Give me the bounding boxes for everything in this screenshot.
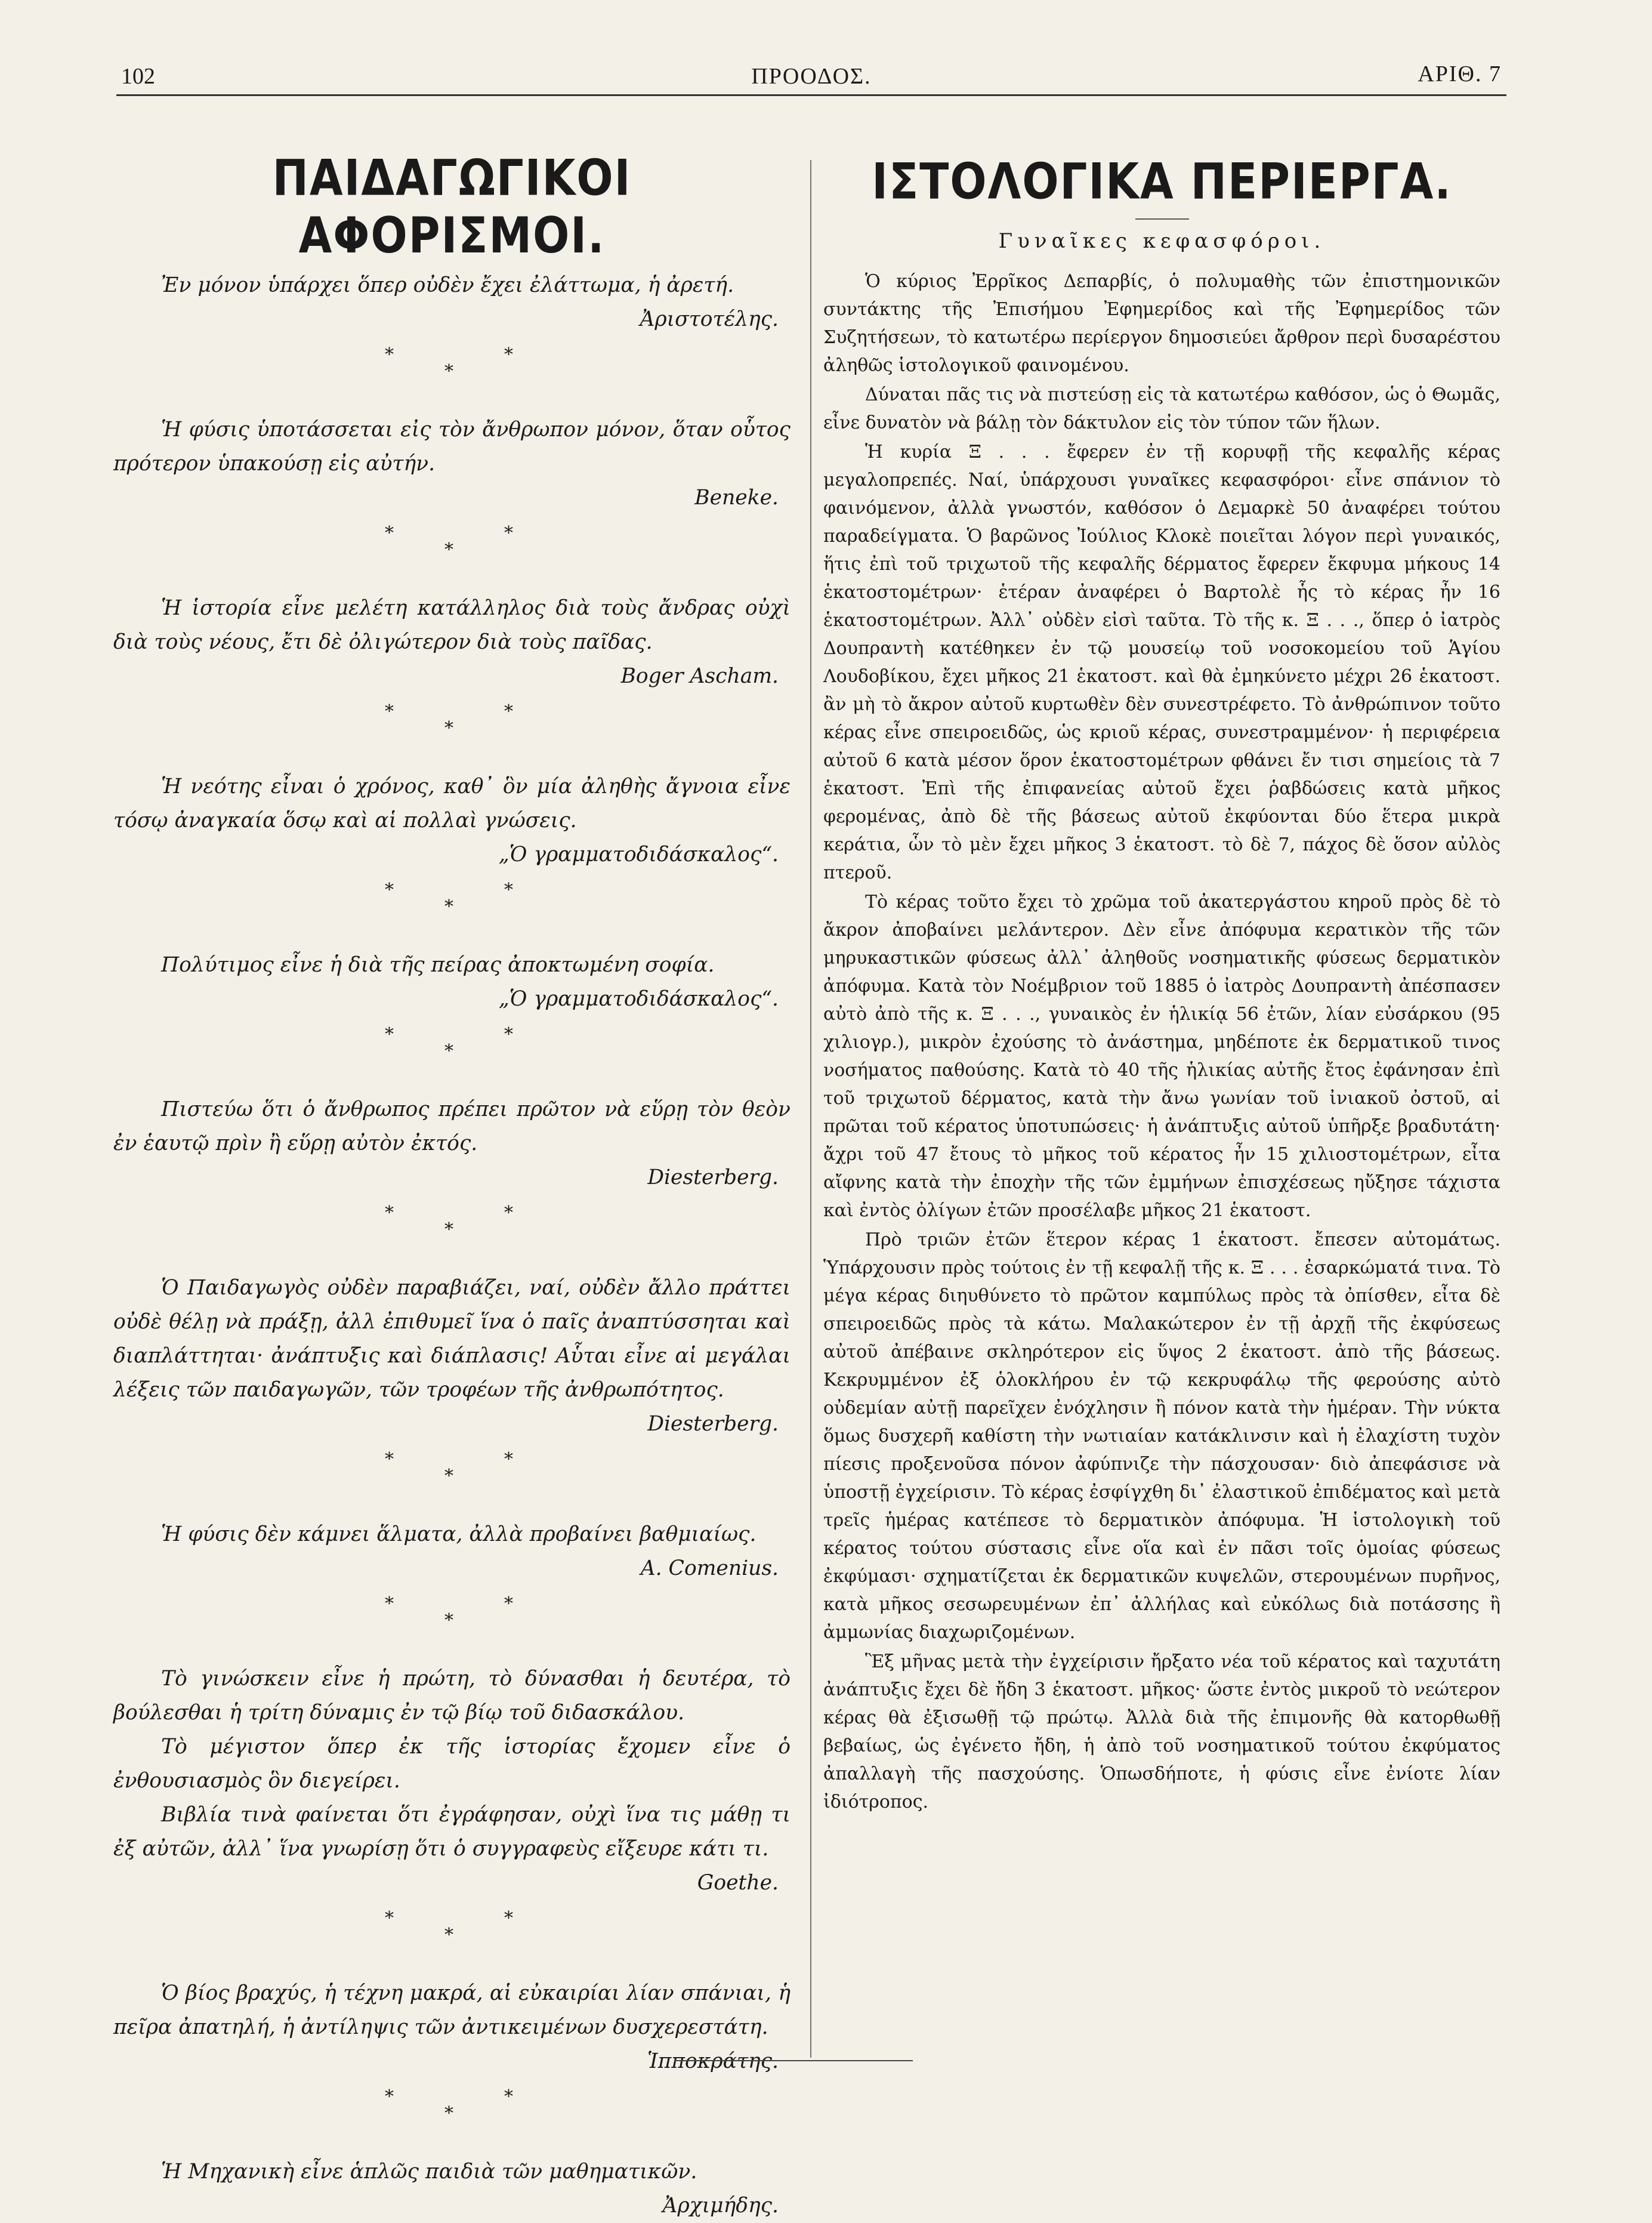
aphorism-text: Ὁ Παιδαγωγὸς οὐδὲν παραβιάζει, ναί, οὐδὲν ἄλλο πράττει οὐδὲ θέλῃ νὰ πράξῃ, ἀλλ ἐπιθυμεῖ ἵνα ὁ παῖς ἀναπτύσσηται καὶ διαπλάττηται· ἀνάπτυξις καὶ διάπλασις! Αὗται εἶνε αἱ μεγάλαι λέξεις τῶν παιδαγωγῶν, τῶν τροφέων τῆς ἀνθρωπότητος. [113, 1276, 791, 1402]
article-body [823, 267, 1500, 1816]
aphorism [113, 413, 791, 481]
asterisk: * [444, 718, 453, 739]
aphorism-text: Ὁ βίος βραχύς, ἡ τέχνη μακρά, αἱ εὐκαιρίαι λίαν σπάνιαι, ἡ πεῖρα ἀπατηλή, ἡ ἀντίληψις τῶν ἀντικειμένων δυσχερεστάτη. [113, 1981, 791, 2039]
aphorism-text: Τὸ μέγιστον ὅπερ ἐκ τῆς ἱστορίας ἔχομεν εἶνε ὁ ἐνθουσιασμὸς ὃν διεγείρει. [113, 1735, 791, 1793]
aphorism-text: Τὸ γινώσκειν εἶνε ἡ πρώτη, τὸ δύνασθαι ἡ δευτέρα, τὸ βούλεσθαι ἡ τρίτη δύναμις ἐν τῷ βίῳ τοῦ διδασκάλου. [113, 1667, 791, 1725]
article-paragraph: Πρὸ τριῶν ἐτῶν ἕτερον κέρας 1 ἑκατοστ. ἔπεσεν αὐτομάτως. Ὑπάρχουσιν πρὸς τούτοις ἐν τῇ κεφαλῇ τῆς κ. Ξ . . . ἐσαρκώματά τινα. Τὸ μέγα κέρας διηυθύνετο τὸ πρῶτον καμπύλως πρὸς τὰ ὀπίσθεν, εἶτα δὲ σπειροειδῶς πρὸς τὰ κάτω. Μαλακώτερον ἐν τῇ ἀρχῇ τῆς ἐκφύσεως αὐτοῦ ἀπέβαινε σκληρότερον εἰς ὕψος 2 ἑκατοστ. ἀπὸ τῆς βάσεως. Κεκρυμμένον ἐξ ὁλοκλήρου ἐν τῷ κεκρυφάλῳ τῆς φερούσης αὐτὸ οὐδεμίαν αὐτῇ παρεῖχεν ἐνόχλησιν ἢ πόνον κατὰ τὴν ἡμέραν. Τὴν νύκτα ὅμως δυσχερῆ καθίστη τὴν νωτιαίαν κατάκλινσιν καὶ ἡ ἐλαχίστη τυχὸν πίεσις προξενοῦσα πόνον ἀφύπνιζε τὴν πάσχουσαν· διὸ ἀπεφάσισε νὰ ὑποστῇ ἐγχείρισιν. Τὸ κέρας ἐσφίγχθη δι᾽ ἐλαστικοῦ ἐπιδέματος καὶ μετὰ τρεῖς ἡμέρας κατέπεσε τὸ δερματικὸν ἀπόφυμα. Ἡ ἱστολογικὴ τοῦ κέρατος τούτου σύστασις εἶνε οἵα καὶ ἐν πᾶσι τοῖς ὁμοίας φύσεως ἐκφύμασι· σχηματίζεται ἐκ δερματικῶν κυψελῶν, στερουμένων πυρῆνος, κατὰ μῆκος σεσωρευμένων ἐπ᾽ ἀλλήλας καὶ εὐκόλως διὰ ποτάσσης ἢ ἀμμωνίας διαχωριζομένων. [823, 1229, 1500, 1643]
asterisk: * [444, 361, 453, 382]
aphorism [113, 1977, 791, 2045]
asterisk: * [444, 1466, 453, 1487]
asterisk: * [504, 523, 513, 544]
page-header [116, 55, 1506, 97]
aphorism-text: Πολύτιμος εἶνε ἡ διὰ τῆς πείρας ἀποκτωμένη σοφία. [161, 953, 715, 977]
asterisk: * [504, 701, 513, 722]
header-rule [116, 94, 1506, 96]
asterisk: * [444, 1041, 453, 1062]
aphorism [113, 269, 791, 303]
asterisk: * [444, 896, 453, 917]
article-paragraph: Τὸ κέρας τοῦτο ἔχει τὸ χρῶμα τοῦ ἀκατεργάστου κηροῦ πρὸς δὲ τὸ ἄκρον ἀποβαίνει μελάντερον. Δὲν εἶνε ἀπόφυμα κερατικὸν τῆς τῶν μηρυκαστικῶν φύσεως ἀλλ᾽ ἀληθοῦς νοσηματικῆς φύσεως δερματικὸν ἀπόφυμα. Κατὰ τὸν Νοέμβριον τοῦ 1885 ὁ ἰατρὸς Δουπραντὴ ἀπέσπασεν αὐτὸ ἀπὸ τῆς κ. Ξ . . ., γυναικὸς ἐν ἡλικίᾳ 56 ἐτῶν, λίαν εὐσάρκου (95 χιλιογρ.), μικρὸν ἐχούσης τὸ ἀνάστημα, μηδέποτε ἐκ δερματικοῦ τινος νοσήματος παθούσης. Κατὰ τὸ 40 τῆς ἡλικίας αὐτῆς ἔτος ἐφάνησαν ἐπὶ τοῦ τριχωτοῦ δέρματος, κατὰ τὴν ἄνω γωνίαν τοῦ ἰνιακοῦ ὀστοῦ, αἱ πρῶται τοῦ κέρατος ὑποτυπώσεις· ἡ ἀνάπτυξις αὐτοῦ ὑπῆρξε βραδυτάτη· ἄχρι τοῦ 47 ἔτους τὸ μῆκος τοῦ κέρατος ἦν 15 χιλιοστομέτρων, εἶτα αἴφνης κατὰ τὴν ἐποχὴν τῆς τῶν ἐμμήνων ἐπισχέσεως ηὔξησε τάχιστα καὶ ἐντὸς ὀλίγων ἐτῶν προσέλαβε μῆκος 21 ἑκατοστ. [823, 892, 1500, 1221]
star-separator [113, 515, 791, 591]
star-separator [113, 1900, 791, 1977]
page-number: 102 [121, 64, 155, 89]
aphorism-author: Ἀρχιμήδης. [662, 2194, 779, 2218]
asterisk: * [385, 523, 394, 544]
asterisk: * [444, 1219, 453, 1240]
article-subtitle: Γυναῖκες κεφασφόροι. [998, 229, 1326, 253]
star-separator [113, 1195, 791, 1271]
asterisk: * [385, 1203, 394, 1223]
aphorism-author: „Ὁ γραμματοδιδάσκαλος“. [498, 843, 779, 867]
aphorism-author: A. Comenius. [640, 1556, 779, 1580]
asterisk: * [385, 880, 394, 901]
asterisk: * [504, 1203, 513, 1223]
asterisk: * [444, 539, 453, 560]
aphorism-text: Ἡ Μηχανικὴ εἶνε ἁπλῶς παιδιὰ τῶν μαθηματικῶν. [161, 2160, 697, 2184]
aphorism-author: Beneke. [694, 486, 779, 510]
article-paragraph: Ὁ κύριος Ἐρρῖκος Δεπαρβίς, ὁ πολυμαθὴς τῶν ἐπιστημονικῶν συντάκτης τῆς Ἐπισήμου Ἐφημερίδος καὶ τῆς Ἐφημερίδος τῶν Συζητήσεων, τὸ κατωτέρω περίεργον δημοσιεύει ἄρθρον περὶ δυσαρέστου ἀληθῶς ἱστολογικοῦ φαινομένου. [823, 271, 1500, 376]
asterisk: * [504, 1449, 513, 1470]
aphorism-author: Ἀριστοτέλης. [640, 307, 779, 331]
asterisk: * [385, 2086, 394, 2107]
aphorism-text: Βιβλία τινὰ φαίνεται ὅτι ἐγράφησαν, οὐχὶ ἵνα τις μάθῃ τι ἐξ αὐτῶν, ἀλλ᾽ ἵνα γνωρίσῃ ὅτι ὁ συγγραφεὺς εἴξευρε κάτι τι. [113, 1803, 791, 1861]
aphorism-text: Ἡ φύσις ὑποτάσσεται εἰς τὸν ἄνθρωπον μόνον, ὅταν οὗτος πρότερον ὑπακούσῃ εἰς αὐτήν. [113, 418, 791, 476]
aphorism [113, 1093, 791, 1161]
star-separator [113, 1016, 791, 1093]
aphorism-text: Πιστεύω ὅτι ὁ ἄνθρωπος πρέπει πρῶτον νὰ εὕρῃ τὸν θεὸν ἐν ἑαυτῷ πρὶν ἢ εὕρῃ αὐτὸν ἐκτός. [113, 1097, 791, 1155]
aphorism [113, 770, 791, 838]
aphorism-text: Ἐν μόνον ὑπάρχει ὅπερ οὐδὲν ἔχει ἐλάττωμα, ἡ ἀρετή. [161, 273, 734, 297]
aphorism [113, 1518, 791, 1552]
aphorism-author: „Ὁ γραμματοδιδάσκαλος“. [498, 987, 779, 1011]
article-title: ΙΣΤΟΛΟΓΙΚΑ ΠΕΡΙΕΡΓΑ. [872, 152, 1452, 211]
star-separator [113, 693, 791, 770]
aphorism-author: Goethe. [697, 1871, 779, 1895]
star-separator [113, 1441, 791, 1518]
asterisk: * [504, 880, 513, 901]
aphorism [113, 1662, 791, 1866]
aphorism-author: Boger Ascham. [620, 664, 779, 688]
asterisk: * [504, 1593, 513, 1614]
star-separator [113, 1586, 791, 1662]
article-paragraph: Ἓξ μῆνας μετὰ τὴν ἐγχείρισιν ἤρξατο νέα τοῦ κέρατος καὶ ταχυτάτη ἀνάπτυξις ἔχει δὲ ἤδη 3 ἑκατοστ. μῆκος· ὥστε ἐντὸς μικροῦ τὸ νεώτερον κέρας θὰ ἐξισωθῇ τῷ πρώτῳ. Ἀλλὰ διὰ τῆς ἐπιμονῆς θὰ κατορθωθῇ βεβαίως, ὡς ἐγένετο ἤδη, ἡ ἀπὸ τοῦ νοσηματικοῦ τούτου ἐκφύματος ἀπαλλαγὴ τῆς πασχούσης. Ὁπωσδήποτε, ἡ φύσις εἶνε ἐνίοτε λίαν ἰδιότροπος. [823, 1651, 1500, 1812]
asterisk: * [385, 1593, 394, 1614]
aphorism [113, 1271, 791, 1407]
aphorisms-column [113, 149, 791, 2223]
asterisk: * [385, 344, 394, 365]
aphorism-author: Ἱπποκράτης. [647, 2049, 779, 2073]
asterisk: * [504, 2086, 513, 2107]
asterisk: * [444, 1925, 453, 1945]
aphorism-author: Diesterberg. [647, 1412, 779, 1436]
asterisk: * [504, 1024, 513, 1045]
asterisk: * [385, 1908, 394, 1929]
aphorism-text: Ἡ νεότης εἶναι ὁ χρόνος, καθ᾽ ὃν μία ἀληθὴς ἄγνοια εἶνε τόσῳ ἀναγκαία ὅσῳ καὶ αἱ πολλαὶ γνώσεις. [113, 775, 791, 833]
masthead: ΠΡΟΟΔΟΣ. [751, 64, 872, 89]
aphorism [113, 2155, 791, 2189]
aphorism [113, 948, 791, 982]
asterisk: * [444, 2103, 453, 2124]
issue-number: ΑΡΙΘ. 7 [1418, 61, 1502, 87]
article-paragraph: Ἡ κυρία Ξ . . . ἔφερεν ἐν τῇ κορυφῇ τῆς κεφαλῆς κέρας μεγαλοπρεπές. Ναί, ὑπάρχουσι γυναῖκες κεφασφόροι· εἶνε σπάνιον τὸ φαινόμενον, ἀλλὰ γνωστόν, καθόσον ὁ Δεμαρκὲ 50 ἀναφέρει τούτου παραδείγματα. Ὁ βαρῶνος Ἰούλιος Κλοκὲ ποιεῖται λόγον περὶ γυναικός, ἥτις ἐπὶ τοῦ τριχωτοῦ τῆς κεφαλῆς δέρματος ἔφερεν ἔκφυμα μήκους 14 ἑκατοστομέτρων· ἑτέραν ἀναφέρει ὁ Βαρτολὲ ἧς τὸ κέρας ἦν 16 ἑκατοστομέτρων. Ἀλλ᾽ οὐδὲν εἰσὶ ταῦτα. Τὸ τῆς κ. Ξ . . ., ὅπερ ὁ ἰατρὸς Δουπραντὴ κατέθηκεν ἐν τῷ μουσείῳ τοῦ νοσοκομείου τοῦ Ἁγίου Λουδοβίκου, ἔχει μῆκος 21 ἑκατοστ. καὶ θὰ ἐμηκύνετο μέχρι 26 ἑκατοστ. ἂν μὴ τὸ ἄκρον αὐτοῦ κυρτωθὲν δὲν συνεστρέφετο. Τὸ ἀνθρώπινον τοῦτο κέρας εἶνε σπειροειδῶς, ὡς κριοῦ κέρας, συνεστραμμένον· ἡ περιφέρεια αὐτοῦ 6 κατὰ μέσον ὅρον ἑκατοστομέτρων φθάνει ἔν τισι σημείοις τὰ 7 ἑκατοστ. Ἐπὶ τῆς ἐπιφανείας αὐτοῦ ἔχει ῥαβδώσεις κατὰ μῆκος φερομένας, ἀπὸ δὲ τῆς βάσεως αὐτοῦ ἐκφύονται δύο ἕτερα μικρὰ κεράτια, ὧν τὸ μὲν ἔχει μῆκος 3 ἑκατοστ. τὸ δὲ 7, πάχος δὲ ὅσον αὐλὸς πτεροῦ. [823, 442, 1500, 883]
title-divider [1135, 218, 1189, 220]
column-divider [810, 160, 811, 2058]
asterisk: * [385, 1449, 394, 1470]
asterisk: * [504, 344, 513, 365]
aphorism-list [113, 269, 791, 2223]
asterisk: * [385, 701, 394, 722]
aphorism [113, 591, 791, 659]
asterisk: * [444, 1610, 453, 1631]
aphorisms-title: ΠΑΙΔΑΓΩΓΙΚΟΙ ΑΦΟΡΙΣΜΟΙ. [272, 149, 632, 264]
aphorism-text: Ἡ φύσις δὲν κάμνει ἅλματα, ἀλλὰ προβαίνει βαθμιαίως. [161, 1522, 756, 1546]
aphorism-text: Ἡ ἱστορία εἶνε μελέτη κατάλληλος διὰ τοὺς ἄνδρας οὐχὶ διὰ τοὺς νέους, ἔτι δὲ ὀλιγώτερον διὰ τοὺς παῖδας. [113, 596, 791, 654]
asterisk: * [504, 1908, 513, 1929]
star-separator [113, 872, 791, 948]
aphorism-author: Diesterberg. [647, 1166, 779, 1189]
star-separator [113, 337, 791, 413]
star-separator [113, 2079, 791, 2155]
asterisk: * [385, 1024, 394, 1045]
article-column [823, 152, 1500, 1817]
article-paragraph: Δύναται πᾶς τις νὰ πιστεύσῃ εἰς τὰ κατωτέρω καθόσον, ὡς ὁ Θωμᾶς, εἶνε δυνατὸν νὰ βάλῃ τὸν δάκτυλον εἰς τὸν τύπον τῶν ἥλων. [823, 384, 1500, 433]
end-rule [674, 2060, 913, 2061]
